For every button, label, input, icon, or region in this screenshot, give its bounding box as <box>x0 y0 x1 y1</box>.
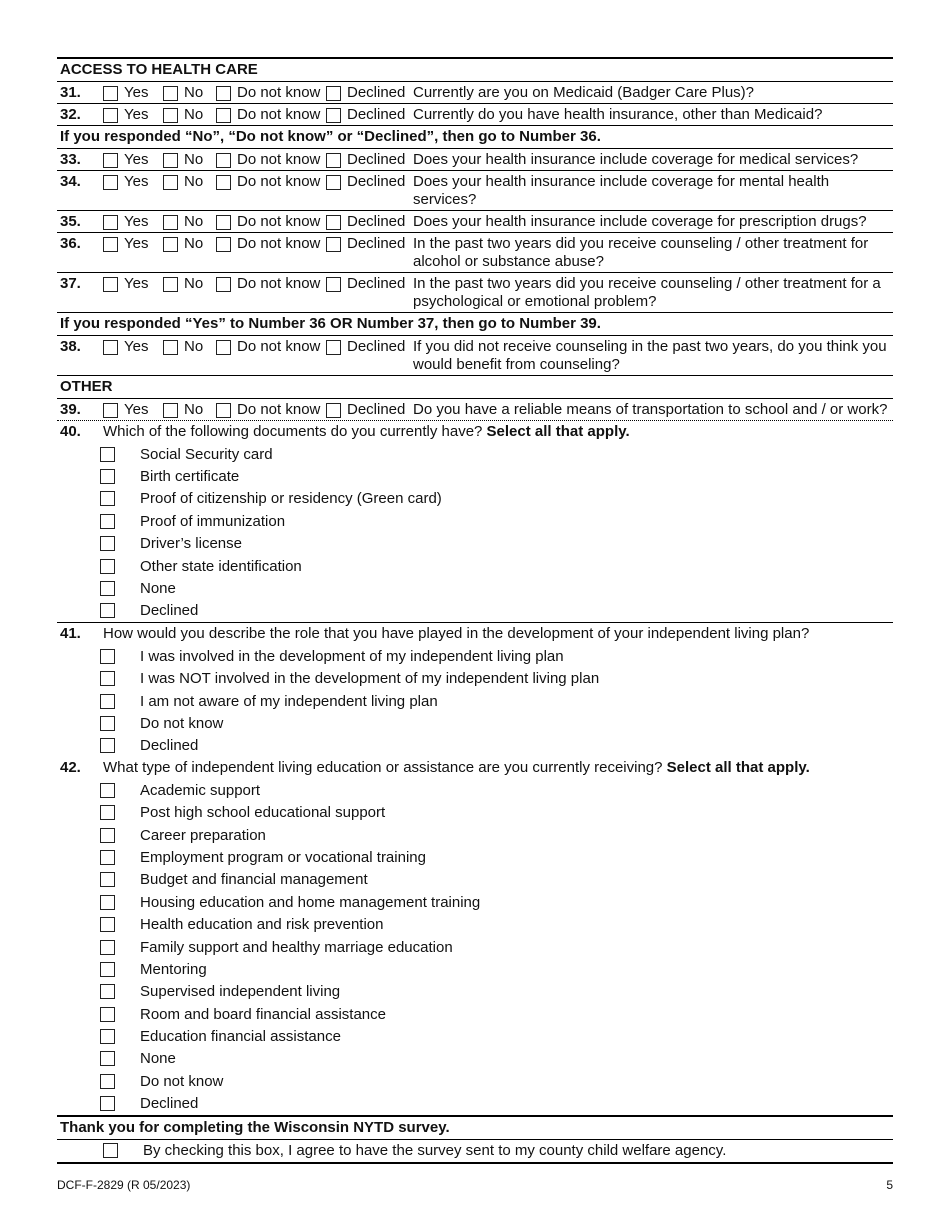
checkbox[interactable] <box>216 403 231 418</box>
option-label: Do not know <box>237 213 321 230</box>
checkbox-option[interactable] <box>57 1025 893 1047</box>
option-label: Yes <box>124 235 149 252</box>
checkbox-label: Education financial assistance <box>140 1028 341 1046</box>
option-no[interactable] <box>163 213 216 231</box>
checkbox[interactable] <box>100 1007 115 1022</box>
checkbox-option[interactable] <box>57 600 893 622</box>
checkbox-label: Mentoring <box>140 960 207 978</box>
question-text: Currently do you have health insurance, other than Medicaid? <box>413 106 823 123</box>
question-block <box>57 623 893 757</box>
checkbox-label: Academic support <box>140 781 261 799</box>
checkbox-label: Employment program or vocational training <box>140 848 426 866</box>
checkbox[interactable] <box>216 153 231 168</box>
option-dnk[interactable] <box>216 401 326 419</box>
option-label: Declined <box>347 84 406 101</box>
checkbox-option[interactable] <box>57 958 893 980</box>
option-dnk[interactable] <box>216 275 326 293</box>
option-declined[interactable] <box>326 151 413 169</box>
checkbox[interactable] <box>100 603 115 618</box>
checkbox[interactable] <box>326 175 341 190</box>
option-label: No <box>184 235 204 252</box>
page-number: 5 <box>886 1178 893 1192</box>
question-text: Do you have a reliable means of transportation to school and / or work? <box>413 401 888 418</box>
checkbox[interactable] <box>163 403 178 418</box>
option-label: No <box>184 338 204 355</box>
checkbox[interactable] <box>216 340 231 355</box>
option-declined[interactable] <box>326 338 413 356</box>
checkbox[interactable] <box>100 783 115 798</box>
option-yes[interactable] <box>103 173 163 191</box>
option-label: Declined <box>347 235 406 252</box>
checkbox[interactable] <box>103 108 118 123</box>
checkbox[interactable] <box>103 86 118 101</box>
checkbox[interactable] <box>100 536 115 551</box>
question-row <box>57 149 893 171</box>
checkbox[interactable] <box>216 86 231 101</box>
skip-instruction: If you responded “Yes” to Number 36 OR Number 37, then go to Number 39. <box>57 313 893 336</box>
option-no[interactable] <box>163 235 216 253</box>
page-footer <box>57 1178 893 1192</box>
checkbox-option[interactable] <box>57 846 893 868</box>
question-text: What type of independent living education or assistance are you currently receiving? Select all that apply. <box>103 759 810 777</box>
checkbox-label: Social Security card <box>140 445 273 463</box>
checkbox-label: None <box>140 580 176 598</box>
checkbox[interactable] <box>100 559 115 574</box>
checkbox[interactable] <box>216 237 231 252</box>
option-no[interactable] <box>163 338 216 356</box>
checkbox-label: Room and board financial assistance <box>140 1005 386 1023</box>
checkbox-label: Declined <box>140 737 199 755</box>
checkbox-label: Career preparation <box>140 826 266 844</box>
checkbox[interactable] <box>163 108 178 123</box>
checkbox-option[interactable] <box>57 668 893 690</box>
option-label: Do not know <box>237 235 321 252</box>
option-label: Yes <box>124 84 149 101</box>
thank-you-message: Thank you for completing the Wisconsin NYTD survey. <box>57 1115 893 1140</box>
checkbox[interactable] <box>163 237 178 252</box>
checkbox-label: Post high school educational support <box>140 804 386 822</box>
checkbox[interactable] <box>326 403 341 418</box>
question-number: 32. <box>60 106 81 123</box>
section-heading-other: OTHER <box>57 376 893 399</box>
question-text: In the past two years did you receive counseling / other treatment for alcohol or substance abuse? <box>413 235 869 270</box>
checkbox[interactable] <box>100 895 115 910</box>
question-text: Currently are you on Medicaid (Badger Care Plus)? <box>413 84 754 101</box>
checkbox[interactable] <box>100 491 115 506</box>
checkbox[interactable] <box>216 277 231 292</box>
consent-row <box>57 1140 893 1164</box>
checkbox[interactable] <box>100 581 115 596</box>
checkbox[interactable] <box>100 738 115 753</box>
select-all-note: Select all that apply. <box>666 759 810 777</box>
option-label: Do not know <box>237 84 321 101</box>
option-label: No <box>184 173 204 190</box>
checkbox-option[interactable] <box>57 577 893 599</box>
checkbox-option[interactable] <box>57 869 893 891</box>
checkbox[interactable] <box>326 153 341 168</box>
checkbox[interactable] <box>100 649 115 664</box>
option-label: Do not know <box>237 275 321 292</box>
checkbox[interactable] <box>100 1029 115 1044</box>
question-text: Which of the following documents do you currently have? Select all that apply. <box>103 423 630 440</box>
checkbox-option[interactable] <box>57 1093 893 1115</box>
checkbox-label: Do not know <box>140 1072 224 1090</box>
checkbox-label: Declined <box>140 602 199 620</box>
question-block <box>57 421 893 623</box>
question-number: 33. <box>60 151 81 168</box>
select-all-note: Select all that apply. <box>486 423 630 440</box>
option-label: Declined <box>347 338 406 355</box>
option-dnk[interactable] <box>216 151 326 169</box>
option-label: Declined <box>347 151 406 168</box>
option-declined[interactable] <box>326 235 413 253</box>
question-number: 38. <box>60 338 81 355</box>
question-row <box>57 273 893 313</box>
option-dnk[interactable] <box>216 338 326 356</box>
option-label: Declined <box>347 106 406 123</box>
checkbox[interactable] <box>100 872 115 887</box>
option-label: Do not know <box>237 173 321 190</box>
question-number: 39. <box>60 401 81 418</box>
checkbox[interactable] <box>100 716 115 731</box>
checkbox-option[interactable] <box>57 913 893 935</box>
section-heading-access: ACCESS TO HEALTH CARE <box>57 59 893 82</box>
question-row <box>57 336 893 376</box>
option-no[interactable] <box>163 173 216 191</box>
checkbox-option[interactable] <box>57 712 893 734</box>
checkbox-label: I am not aware of my independent living plan <box>140 692 438 710</box>
question-text: In the past two years did you receive counseling / other treatment for a psychological or emotional problem? <box>413 275 881 310</box>
question-row <box>57 233 893 273</box>
checkbox[interactable] <box>163 215 178 230</box>
checkbox[interactable] <box>100 694 115 709</box>
checkbox[interactable] <box>100 828 115 843</box>
question-text: Does your health insurance include coverage for prescription drugs? <box>413 213 867 230</box>
checkbox-label: Supervised independent living <box>140 983 341 1001</box>
checkbox-label: Proof of immunization <box>140 512 286 530</box>
checkbox-option[interactable] <box>57 936 893 958</box>
checkbox[interactable] <box>100 1074 115 1089</box>
option-label: No <box>184 401 204 418</box>
question-number: 37. <box>60 275 81 292</box>
question-text: If you did not receive counseling in the past two years, do you think you would benefit from counseling? <box>413 338 887 373</box>
checkbox-label: I was NOT involved in the development of my independent living plan <box>140 670 600 688</box>
option-label: Yes <box>124 173 149 190</box>
consent-checkbox[interactable] <box>103 1143 118 1158</box>
checkbox[interactable] <box>103 215 118 230</box>
option-label: Do not know <box>237 401 321 418</box>
option-label: No <box>184 275 204 292</box>
question-number: 34. <box>60 173 81 190</box>
consent-label: By checking this box, I agree to have the survey sent to my county child welfare agency. <box>143 1142 727 1160</box>
option-label: Do not know <box>237 338 321 355</box>
question-row <box>57 82 893 104</box>
checkbox[interactable] <box>326 340 341 355</box>
checkbox[interactable] <box>100 447 115 462</box>
checkbox-label: Do not know <box>140 714 224 732</box>
option-label: Yes <box>124 106 149 123</box>
question-number: 41. <box>60 625 81 643</box>
question-block <box>57 757 893 1115</box>
checkbox-option[interactable] <box>57 1070 893 1092</box>
checkbox[interactable] <box>163 153 178 168</box>
option-declined[interactable] <box>326 84 413 102</box>
form-id: DCF-F-2829 (R 05/2023) <box>57 1178 191 1192</box>
question-row <box>57 211 893 233</box>
option-label: Declined <box>347 275 406 292</box>
option-no[interactable] <box>163 401 216 419</box>
option-label: No <box>184 106 204 123</box>
question-row <box>57 171 893 211</box>
option-label: Yes <box>124 338 149 355</box>
skip-instruction: If you responded “No”, “Do not know” or “Declined”, then go to Number 36. <box>57 126 893 149</box>
checkbox-option[interactable] <box>57 735 893 757</box>
checkbox-label: Declined <box>140 1095 199 1113</box>
checkbox[interactable] <box>100 962 115 977</box>
checkbox[interactable] <box>103 175 118 190</box>
checkbox-label: Family support and healthy marriage education <box>140 938 453 956</box>
checkbox[interactable] <box>326 277 341 292</box>
option-yes[interactable] <box>103 84 163 102</box>
checkbox-option[interactable] <box>57 801 893 823</box>
option-declined[interactable] <box>326 401 413 419</box>
question-number: 31. <box>60 84 81 101</box>
checkbox-label: Budget and financial management <box>140 871 368 889</box>
checkbox[interactable] <box>100 917 115 932</box>
checkbox[interactable] <box>326 108 341 123</box>
option-yes[interactable] <box>103 401 163 419</box>
checkbox-option[interactable] <box>57 533 893 555</box>
checkbox[interactable] <box>103 340 118 355</box>
question-text: How would you describe the role that you have played in the development of your independent living plan? <box>103 625 810 643</box>
checkbox[interactable] <box>100 671 115 686</box>
checkbox[interactable] <box>163 175 178 190</box>
checkbox[interactable] <box>103 237 118 252</box>
checkbox-label: None <box>140 1050 176 1068</box>
question-number: 35. <box>60 213 81 230</box>
checkbox-option[interactable] <box>57 443 893 465</box>
survey-form <box>57 57 893 1164</box>
option-dnk[interactable] <box>216 106 326 124</box>
option-yes[interactable] <box>103 275 163 293</box>
option-dnk[interactable] <box>216 173 326 191</box>
checkbox[interactable] <box>326 86 341 101</box>
checkbox-option[interactable] <box>57 1048 893 1070</box>
question-number: 42. <box>60 759 81 777</box>
checkbox[interactable] <box>216 175 231 190</box>
checkbox-label: I was involved in the development of my independent living plan <box>140 647 564 665</box>
option-dnk[interactable] <box>216 235 326 253</box>
option-declined[interactable] <box>326 213 413 231</box>
question-text: Does your health insurance include coverage for medical services? <box>413 151 859 168</box>
option-label: Yes <box>124 151 149 168</box>
option-label: No <box>184 84 204 101</box>
checkbox-option[interactable] <box>57 779 893 801</box>
question-row <box>57 104 893 126</box>
checkbox-label: Other state identification <box>140 557 302 575</box>
option-dnk[interactable] <box>216 84 326 102</box>
option-no[interactable] <box>163 106 216 124</box>
option-label: Declined <box>347 173 406 190</box>
option-declined[interactable] <box>326 106 413 124</box>
option-label: No <box>184 213 204 230</box>
option-label: Declined <box>347 401 406 418</box>
option-yes[interactable] <box>103 213 163 231</box>
checkbox-option[interactable] <box>57 981 893 1003</box>
option-label: Declined <box>347 213 406 230</box>
checkbox-label: Proof of citizenship or residency (Green card) <box>140 490 442 508</box>
checkbox[interactable] <box>100 984 115 999</box>
checkbox[interactable] <box>326 237 341 252</box>
checkbox-label: Birth certificate <box>140 468 240 486</box>
checkbox[interactable] <box>103 403 118 418</box>
checkbox[interactable] <box>163 86 178 101</box>
option-label: Yes <box>124 213 149 230</box>
option-yes[interactable] <box>103 106 163 124</box>
checkbox[interactable] <box>100 1051 115 1066</box>
checkbox[interactable] <box>103 153 118 168</box>
checkbox-label: Health education and risk prevention <box>140 916 384 934</box>
option-yes[interactable] <box>103 151 163 169</box>
option-yes[interactable] <box>103 338 163 356</box>
question-number: 36. <box>60 235 81 252</box>
checkbox[interactable] <box>103 277 118 292</box>
question-number: 40. <box>60 423 81 440</box>
checkbox-option[interactable] <box>57 510 893 532</box>
option-no[interactable] <box>163 151 216 169</box>
checkbox-option[interactable] <box>57 690 893 712</box>
option-declined[interactable] <box>326 275 413 293</box>
checkbox[interactable] <box>100 850 115 865</box>
question-text: Does your health insurance include coverage for mental health services? <box>413 173 830 208</box>
checkbox-option[interactable] <box>57 555 893 577</box>
option-label: Do not know <box>237 151 321 168</box>
checkbox-option[interactable] <box>57 645 893 667</box>
checkbox[interactable] <box>216 215 231 230</box>
checkbox[interactable] <box>100 469 115 484</box>
checkbox[interactable] <box>100 940 115 955</box>
option-declined[interactable] <box>326 173 413 191</box>
option-yes[interactable] <box>103 235 163 253</box>
option-label: Yes <box>124 401 149 418</box>
checkbox-label: Driver’s license <box>140 535 242 553</box>
option-label: No <box>184 151 204 168</box>
option-no[interactable] <box>163 84 216 102</box>
checkbox-option[interactable] <box>57 1003 893 1025</box>
checkbox-option[interactable] <box>57 488 893 510</box>
checkbox[interactable] <box>326 215 341 230</box>
question-row <box>57 399 893 421</box>
checkbox-option[interactable] <box>57 891 893 913</box>
checkbox[interactable] <box>216 108 231 123</box>
option-dnk[interactable] <box>216 213 326 231</box>
option-label: Yes <box>124 275 149 292</box>
checkbox[interactable] <box>163 340 178 355</box>
checkbox-label: Housing education and home management training <box>140 893 481 911</box>
option-no[interactable] <box>163 275 216 293</box>
checkbox-option[interactable] <box>57 465 893 487</box>
checkbox[interactable] <box>100 1096 115 1111</box>
checkbox[interactable] <box>100 514 115 529</box>
checkbox[interactable] <box>163 277 178 292</box>
checkbox-option[interactable] <box>57 824 893 846</box>
option-label: Do not know <box>237 106 321 123</box>
checkbox[interactable] <box>100 805 115 820</box>
